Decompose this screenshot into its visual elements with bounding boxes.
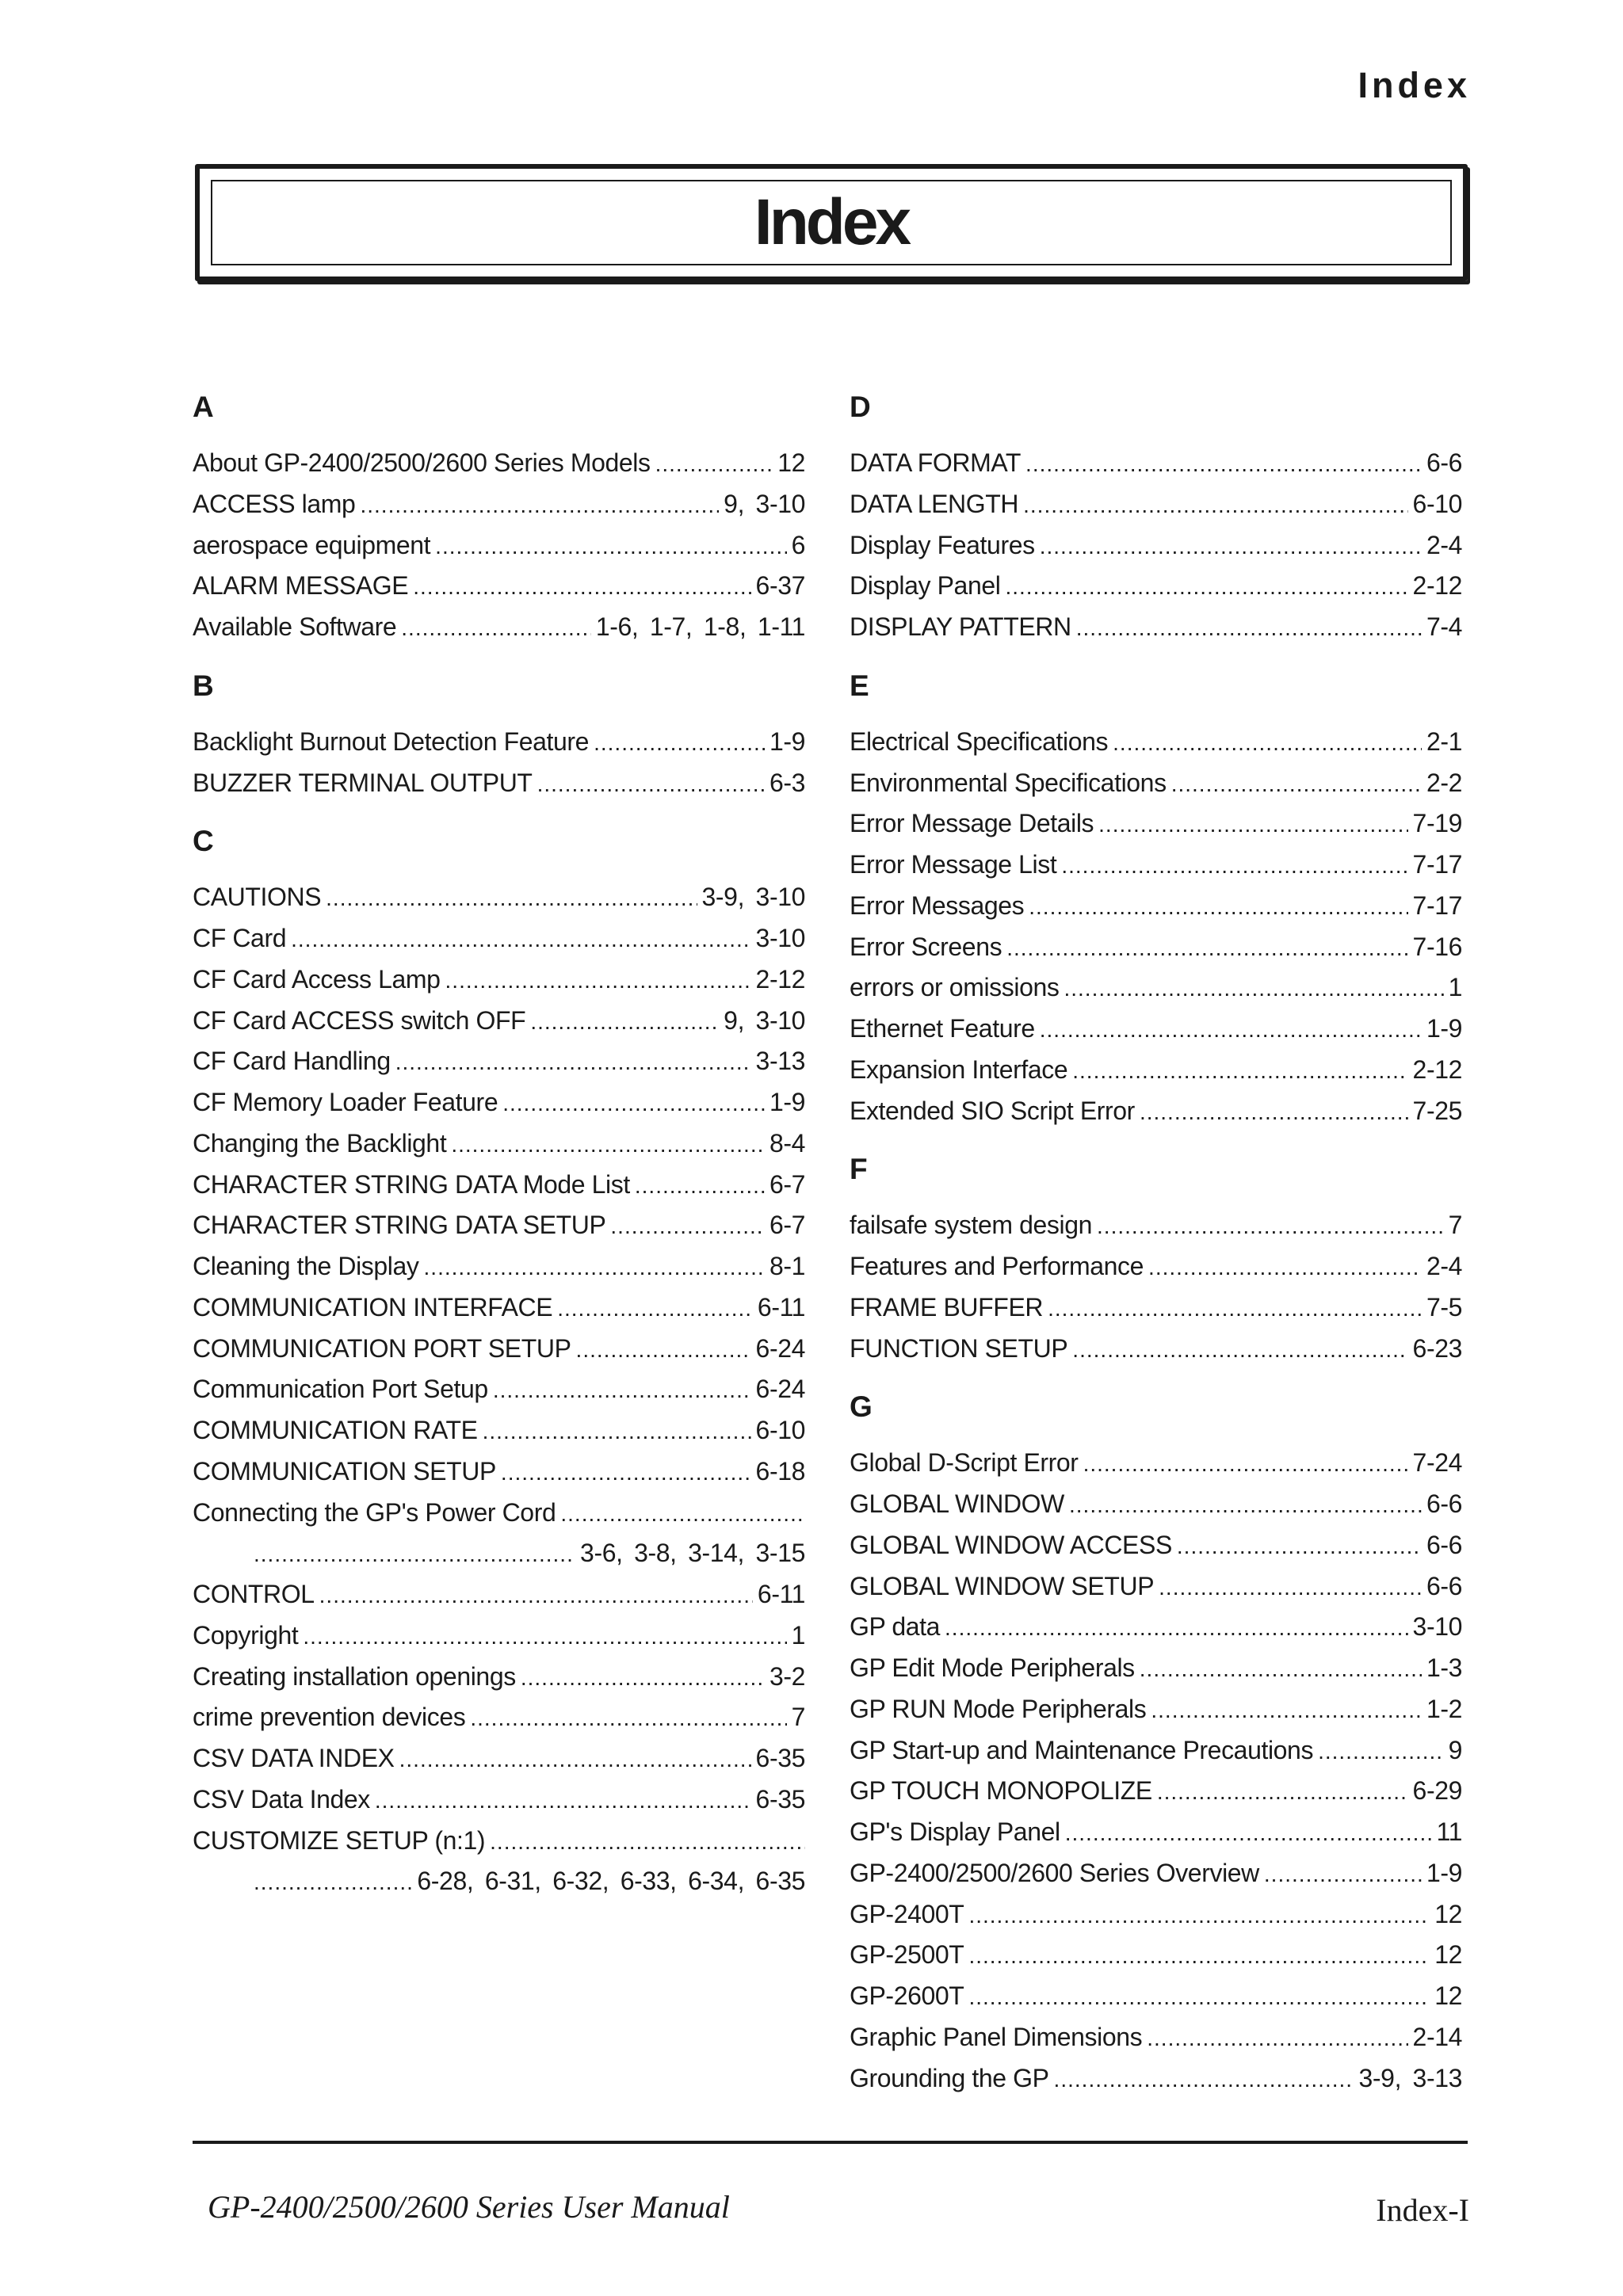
index-term: GP RUN Mode Peripherals: [850, 1694, 1147, 1723]
index-page-refs: 6-10: [1412, 489, 1462, 518]
index-entry: [850, 1894, 1462, 1936]
index-page-refs: 1-3: [1426, 1653, 1462, 1682]
index-entry-list: [193, 722, 805, 804]
index-entry: [850, 722, 1462, 763]
index-page-refs: 6-6: [1426, 1571, 1462, 1600]
index-page-refs: 12: [1434, 1981, 1462, 2010]
index-page-refs: 12: [777, 448, 805, 477]
dot-leader: [254, 1534, 575, 1575]
index-entry: [193, 722, 805, 763]
index-page-refs: 6-29: [1412, 1776, 1462, 1806]
dot-leader: [594, 723, 765, 764]
dot-leader: [1140, 1649, 1422, 1690]
index-term: GLOBAL WINDOW: [850, 1489, 1064, 1518]
dot-leader: [560, 1493, 805, 1535]
dot-leader: [1147, 2018, 1407, 2059]
index-page-refs: 7-16: [1412, 932, 1462, 961]
index-term: CF Card: [193, 924, 287, 952]
index-entry: [193, 877, 805, 918]
index-page-refs: 2-12: [1412, 571, 1462, 601]
index-term: DISPLAY PATTERN: [850, 612, 1071, 641]
index-page-refs: 1-9: [1426, 1858, 1462, 1887]
index-entry: [850, 443, 1462, 484]
dot-leader: [968, 1895, 1430, 1936]
index-entry: [193, 1451, 805, 1493]
index-term: failsafe system design: [850, 1211, 1093, 1240]
index-term: Display Panel: [850, 571, 1001, 601]
dot-leader: [655, 444, 773, 485]
index-entry: [193, 1369, 805, 1410]
index-page-refs: 6-10: [755, 1416, 805, 1444]
dot-leader: [1054, 2059, 1354, 2100]
index-entry: [850, 803, 1462, 845]
index-page-refs: 6-3: [769, 768, 805, 797]
dot-leader: [1048, 1288, 1422, 1329]
dot-leader: [610, 1206, 765, 1247]
dot-leader: [435, 526, 786, 567]
index-entry: [193, 1657, 805, 1698]
index-page-refs: 6-37: [755, 571, 805, 601]
dot-leader: [530, 1001, 719, 1043]
index-page-refs: 11: [1436, 1817, 1462, 1846]
index-term: GP's Display Panel: [850, 1817, 1060, 1846]
index-entry: [850, 484, 1462, 525]
index-page-refs: 2-4: [1426, 530, 1462, 559]
index-column-right: [850, 387, 1462, 2116]
index-entry: [850, 886, 1462, 927]
index-page-refs: 2-2: [1426, 768, 1462, 797]
index-term: GP Edit Mode Peripherals: [850, 1653, 1135, 1682]
index-entry: [850, 1566, 1462, 1608]
index-entry: [193, 1779, 805, 1821]
index-entry: [850, 1484, 1462, 1525]
index-entry: [850, 967, 1462, 1009]
dot-leader: [1264, 1854, 1422, 1895]
dot-leader: [1065, 1813, 1432, 1854]
dot-leader: [395, 1042, 751, 1083]
index-page-refs: 7: [1448, 1211, 1462, 1240]
dot-leader: [319, 1575, 753, 1616]
dot-leader: [254, 1862, 412, 1903]
section-letter: C: [193, 825, 214, 858]
dot-leader: [1006, 928, 1407, 969]
dot-leader: [968, 1936, 1430, 1977]
index-page-refs: 12: [1434, 1899, 1462, 1928]
index-term: Features and Performance: [850, 1252, 1144, 1280]
index-page-refs: 6-6: [1426, 1530, 1462, 1559]
dot-leader: [1023, 485, 1407, 526]
dot-leader: [470, 1698, 786, 1739]
index-term: Changing the Backlight: [193, 1128, 447, 1158]
index-page-refs: 2-12: [755, 964, 805, 994]
index-page-refs: 3-10: [755, 924, 805, 952]
index-page-refs: 8-4: [769, 1128, 805, 1158]
index-entry: [850, 1607, 1462, 1648]
index-entry: [193, 763, 805, 804]
index-page-refs: 7-17: [1412, 850, 1462, 879]
index-entry-list: [850, 443, 1462, 648]
index-page-refs: 6-6: [1426, 1489, 1462, 1518]
index-term: DATA LENGTH: [850, 489, 1019, 518]
index-term: Display Features: [850, 530, 1035, 559]
dot-leader: [1157, 1772, 1408, 1813]
header-section-label: Index: [1358, 65, 1471, 105]
index-section: [193, 666, 805, 804]
dot-leader: [557, 1288, 753, 1329]
index-entry: [850, 2058, 1462, 2100]
dot-leader: [291, 919, 750, 960]
dot-leader: [1171, 764, 1422, 805]
dot-leader: [424, 1247, 765, 1288]
index-page-refs: 7-17: [1412, 891, 1462, 920]
title-box-inner: [211, 180, 1452, 265]
index-entry: [850, 1205, 1462, 1246]
index-page-refs: 7-5: [1426, 1292, 1462, 1322]
index-page-refs: 7-4: [1426, 612, 1462, 641]
dot-leader: [1064, 968, 1443, 1009]
dot-leader: [521, 1657, 765, 1699]
dot-leader: [576, 1329, 751, 1371]
index-term: GP-2400T: [850, 1899, 964, 1928]
index-entry: [193, 1533, 805, 1574]
index-page-refs: 3-9, 3-13: [1358, 2063, 1462, 2092]
index-term: Extended SIO Script Error: [850, 1096, 1135, 1125]
index-page-refs: 6-7: [769, 1211, 805, 1240]
index-page-refs: 2-4: [1426, 1252, 1462, 1280]
index-term: Global D-Script Error: [850, 1448, 1079, 1478]
section-letter: F: [850, 1153, 868, 1186]
index-entry: [850, 2017, 1462, 2058]
index-entry: [850, 1091, 1462, 1132]
index-entry: [193, 1861, 805, 1902]
index-term: Grounding the GP: [850, 2063, 1049, 2092]
index-page-refs: 6-24: [755, 1375, 805, 1404]
index-term: About GP-2400/2500/2600 Series Models: [193, 448, 651, 477]
index-entry: [193, 525, 805, 566]
index-page-refs: 1-2: [1426, 1694, 1462, 1723]
dot-leader: [1159, 1567, 1422, 1608]
index-entry: [193, 1001, 805, 1042]
index-term: crime prevention devices: [193, 1703, 466, 1732]
dot-leader: [445, 960, 751, 1001]
index-entry: [850, 1525, 1462, 1566]
index-term: Error Messages: [850, 891, 1025, 920]
index-term: CF Card Handling: [193, 1047, 391, 1076]
index-page-refs: 2-14: [1412, 2022, 1462, 2051]
index-term: CF Memory Loader Feature: [193, 1088, 498, 1116]
index-entry: [193, 1738, 805, 1779]
index-entry: [850, 1771, 1462, 1812]
index-page-refs: 6-28, 6-31, 6-32, 6-33, 6-34, 6-35: [417, 1867, 805, 1896]
index-page-refs: 1-9: [769, 1088, 805, 1116]
index-term: Error Screens: [850, 932, 1002, 961]
index-term: CSV DATA INDEX: [193, 1744, 395, 1772]
index-section: [193, 387, 805, 648]
index-term: Error Message List: [850, 850, 1057, 879]
dot-leader: [1083, 1444, 1408, 1485]
index-term: Connecting the GP's Power Cord: [193, 1497, 556, 1527]
dot-leader: [303, 1616, 786, 1657]
index-entry: [850, 1050, 1462, 1091]
index-entry: [193, 1123, 805, 1165]
dot-leader: [375, 1780, 751, 1821]
section-letter: B: [193, 669, 214, 702]
footer-rule: [193, 2141, 1468, 2144]
index-term: CUSTOMIZE SETUP (n:1): [193, 1825, 486, 1855]
dot-leader: [1076, 608, 1422, 649]
index-entry: [193, 1165, 805, 1206]
index-page-refs: 6-23: [1412, 1333, 1462, 1363]
index-column-left: [193, 387, 805, 1920]
index-page-refs: 8-1: [769, 1252, 805, 1280]
index-term: CAUTIONS: [193, 883, 322, 912]
index-term: Cleaning the Display: [193, 1252, 419, 1280]
index-term: Backlight Burnout Detection Feature: [193, 727, 590, 756]
dot-leader: [326, 878, 697, 919]
index-entry: [193, 1329, 805, 1370]
footer-page-number: Index-I: [1376, 2192, 1469, 2228]
index-entry: [850, 1935, 1462, 1976]
index-page-refs: 9, 3-10: [724, 489, 805, 518]
index-term: GP-2600T: [850, 1981, 964, 2010]
index-entry: [193, 1205, 805, 1246]
dot-leader: [1040, 526, 1422, 567]
index-entry: [193, 1697, 805, 1738]
index-entry: [850, 607, 1462, 648]
index-entry: [193, 1246, 805, 1287]
index-entry: [850, 1648, 1462, 1689]
index-section: [850, 666, 1462, 1132]
index-section: [850, 1386, 1462, 2099]
index-entry-list: [850, 1205, 1462, 1369]
index-term: Ethernet Feature: [850, 1014, 1035, 1043]
index-term: FRAME BUFFER: [850, 1292, 1044, 1322]
index-entry: [850, 927, 1462, 968]
dot-leader: [502, 1083, 765, 1124]
title-box: [195, 164, 1468, 281]
index-page-refs: 2-1: [1426, 727, 1462, 756]
index-term: Communication Port Setup: [193, 1375, 488, 1404]
index-term: BUZZER TERMINAL OUTPUT: [193, 768, 533, 797]
index-entry: [193, 959, 805, 1001]
index-entry-list: [850, 1443, 1462, 2099]
dot-leader: [968, 1977, 1430, 2018]
index-entry: [850, 1812, 1462, 1853]
index-entry: [193, 1041, 805, 1082]
dot-leader: [1005, 566, 1407, 608]
index-page-refs: 9, 3-10: [724, 1005, 805, 1035]
dot-leader: [483, 1411, 751, 1452]
dot-leader: [1098, 804, 1407, 845]
dot-leader: [1025, 444, 1422, 485]
dot-leader: [1151, 1690, 1422, 1731]
dot-leader: [1069, 1485, 1422, 1526]
index-term: Error Message Details: [850, 809, 1094, 838]
index-page-refs: 2-12: [1412, 1055, 1462, 1084]
index-term: CF Card ACCESS switch OFF: [193, 1005, 526, 1035]
page-title: Index: [754, 186, 909, 258]
index-entry: [850, 845, 1462, 886]
dot-leader: [1061, 845, 1407, 887]
dot-leader: [360, 485, 719, 526]
index-term: CHARACTER STRING DATA Mode List: [193, 1169, 630, 1199]
index-page-refs: 6: [791, 530, 805, 559]
index-page-refs: 3-13: [755, 1047, 805, 1076]
dot-leader: [1177, 1526, 1422, 1567]
index-entry: [850, 1443, 1462, 1484]
dot-leader: [1029, 887, 1407, 928]
index-page-refs: 1: [1448, 973, 1462, 1002]
index-term: Expansion Interface: [850, 1055, 1068, 1084]
index-term: FUNCTION SETUP: [850, 1333, 1068, 1363]
dot-leader: [1072, 1051, 1407, 1092]
index-page-refs: 3-6, 3-8, 3-14, 3-15: [580, 1539, 805, 1568]
section-letter: E: [850, 669, 869, 702]
dot-leader: [1072, 1329, 1407, 1371]
dot-leader: [1097, 1206, 1444, 1247]
index-page-refs: 6-6: [1426, 448, 1462, 477]
dot-leader: [537, 764, 765, 805]
dot-leader: [501, 1452, 751, 1493]
index-page-refs: 6-11: [757, 1292, 805, 1322]
dot-leader: [399, 1739, 751, 1780]
index-page-refs: 3-2: [769, 1661, 805, 1691]
index-page-refs: 6-11: [757, 1580, 805, 1608]
index-entry-list: [850, 722, 1462, 1132]
index-term: errors or omissions: [850, 973, 1060, 1002]
dot-leader: [1140, 1092, 1408, 1133]
index-page-refs: 7-25: [1412, 1096, 1462, 1125]
index-term: Electrical Specifications: [850, 727, 1109, 756]
index-page-refs: 3-10: [1412, 1612, 1462, 1642]
dot-leader: [451, 1124, 765, 1165]
index-term: GP TOUCH MONOPOLIZE: [850, 1776, 1152, 1806]
dot-leader: [1148, 1247, 1422, 1288]
index-entry: [850, 525, 1462, 566]
index-entry: [850, 1730, 1462, 1772]
index-term: COMMUNICATION INTERFACE: [193, 1292, 553, 1322]
index-entry: [193, 918, 805, 959]
index-term: Creating installation openings: [193, 1661, 516, 1691]
index-page-refs: 6-24: [755, 1333, 805, 1363]
index-term: Graphic Panel Dimensions: [850, 2022, 1143, 2051]
dot-leader: [945, 1608, 1408, 1649]
index-term: CF Card Access Lamp: [193, 964, 441, 994]
index-term: COMMUNICATION RATE: [193, 1416, 478, 1444]
index-entry: [850, 1246, 1462, 1287]
index-term: aerospace equipment: [193, 530, 431, 559]
section-letter: A: [193, 391, 214, 423]
index-entry: [193, 1574, 805, 1615]
index-entry: [850, 1009, 1462, 1050]
index-section: [850, 1149, 1462, 1369]
index-term: COMMUNICATION SETUP: [193, 1456, 496, 1486]
index-term: CONTROL: [193, 1580, 315, 1608]
index-term: GP-2400/2500/2600 Series Overview: [850, 1858, 1259, 1887]
footer-manual-title: GP-2400/2500/2600 Series User Manual: [208, 2189, 730, 2225]
index-term: COMMUNICATION PORT SETUP: [193, 1333, 571, 1363]
index-term: GLOBAL WINDOW SETUP: [850, 1571, 1155, 1600]
index-term: GP-2500T: [850, 1940, 964, 1970]
index-page-refs: 1-6, 1-7, 1-8, 1-11: [595, 612, 805, 641]
index-page-refs: 7: [791, 1703, 805, 1732]
index-page-refs: 1: [791, 1620, 805, 1650]
dot-leader: [493, 1370, 751, 1411]
index-entry: [850, 566, 1462, 607]
index-term: Available Software: [193, 612, 397, 641]
index-entry: [193, 484, 805, 525]
index-entry: [193, 1615, 805, 1657]
index-term: DATA FORMAT: [850, 448, 1022, 477]
index-page-refs: 12: [1434, 1940, 1462, 1970]
index-page-refs: 7-24: [1412, 1448, 1462, 1478]
index-page-refs: 6-35: [755, 1784, 805, 1814]
dot-leader: [413, 566, 750, 608]
index-page-refs: 3-9, 3-10: [701, 883, 805, 912]
index-section: [193, 821, 805, 1902]
index-entry: [193, 443, 805, 484]
index-term: GP Start-up and Maintenance Precautions: [850, 1735, 1314, 1764]
index-entry: [193, 566, 805, 607]
index-term: ALARM MESSAGE: [193, 571, 409, 601]
index-term: ACCESS lamp: [193, 489, 356, 518]
index-term: CHARACTER STRING DATA SETUP: [193, 1211, 606, 1240]
index-entry: [193, 1821, 805, 1862]
index-entry: [850, 1329, 1462, 1370]
index-page-refs: 6-35: [755, 1744, 805, 1772]
section-letter: G: [850, 1390, 873, 1424]
index-term: CSV Data Index: [193, 1784, 370, 1814]
dot-leader: [1113, 723, 1422, 764]
dot-leader: [490, 1821, 805, 1863]
index-entry-list: [193, 877, 805, 1902]
index-entry-list: [193, 443, 805, 648]
index-entry: [193, 1493, 805, 1534]
index-entry: [850, 763, 1462, 804]
dot-leader: [401, 608, 591, 649]
index-page-refs: 7-19: [1412, 809, 1462, 838]
index-term: GP data: [850, 1612, 941, 1642]
section-letter: D: [850, 391, 871, 423]
index-entry: [193, 1287, 805, 1329]
index-section: [850, 387, 1462, 648]
index-entry: [850, 1287, 1462, 1329]
index-term: GLOBAL WINDOW ACCESS: [850, 1530, 1172, 1559]
index-term: Environmental Specifications: [850, 768, 1167, 797]
index-entry: [193, 1082, 805, 1123]
dot-leader: [1040, 1009, 1422, 1051]
index-page-refs: 6-18: [755, 1456, 805, 1486]
index-entry: [850, 1853, 1462, 1894]
index-entry: [193, 607, 805, 648]
index-page-refs: 6-7: [769, 1169, 805, 1199]
dot-leader: [1318, 1731, 1444, 1772]
index-term: Copyright: [193, 1620, 299, 1650]
index-page-refs: 9: [1448, 1735, 1462, 1764]
dot-leader: [635, 1165, 765, 1207]
index-entry: [850, 1976, 1462, 2017]
index-page-refs: 1-9: [1426, 1014, 1462, 1043]
index-entry: [193, 1410, 805, 1451]
index-page-refs: 1-9: [769, 727, 805, 756]
index-entry: [850, 1689, 1462, 1730]
